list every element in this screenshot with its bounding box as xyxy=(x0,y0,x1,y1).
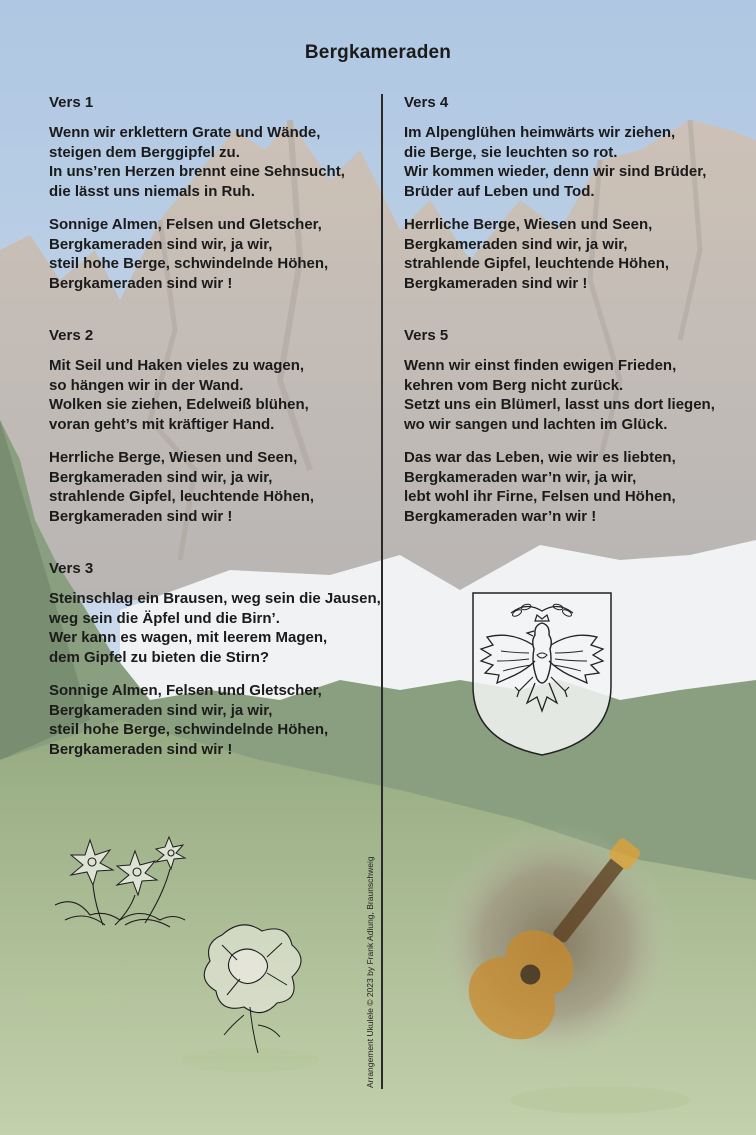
verse-1 xyxy=(49,94,379,293)
lyric-line: weg sein die Äpfel und die Birn’. xyxy=(49,609,280,627)
lyric-line: Wenn wir einst finden ewigen Frieden, xyxy=(404,357,677,374)
lyric-line: steil hohe Berge, schwindelnde Höhen, xyxy=(49,255,329,272)
copyright-credit: Arrangement Ukulele © 2023 by Frank Adlung, Braunschweig xyxy=(365,856,375,1088)
lyric-line: In uns’ren Herzen brennt eine Sehnsucht, xyxy=(49,163,345,180)
lyric-line: Sonnige Almen, Felsen und Gletscher, xyxy=(49,216,322,233)
lyric-line: Wir kommen wieder, denn wir sind Brüder, xyxy=(404,163,707,180)
lyric-line: Bergkameraden sind wir, ja wir, xyxy=(404,235,628,253)
lyric-line: Bergkameraden sind wir, ja wir, xyxy=(49,468,273,486)
lyric-line: Das war das Leben, wie wir es liebten, xyxy=(404,449,676,466)
verse-stanza xyxy=(404,356,744,434)
left-column xyxy=(49,94,379,793)
verse-heading: Vers 1 xyxy=(49,94,94,111)
lyric-line: Wolken sie ziehen, Edelweiß blühen, xyxy=(49,396,309,413)
alpine-flower-icon xyxy=(192,915,312,1055)
lyric-line: Brüder auf Leben und Tod. xyxy=(404,182,595,200)
lyric-line: Bergkameraden war’n wir ! xyxy=(404,507,597,525)
column-divider xyxy=(381,94,383,1089)
refrain-stanza xyxy=(49,215,379,293)
lyric-line: Bergkameraden sind wir ! xyxy=(404,274,588,292)
lyric-line: kehren vom Berg nicht zurück. xyxy=(404,376,624,394)
verse-heading: Vers 2 xyxy=(49,327,94,344)
verse-stanza xyxy=(404,123,744,201)
verse-heading: Vers 5 xyxy=(404,327,449,344)
lyric-line: strahlende Gipfel, leuchtende Höhen, xyxy=(404,255,670,272)
verse-stanza xyxy=(49,356,379,434)
lyric-line: Sonnige Almen, Felsen und Gletscher, xyxy=(49,682,322,699)
lyric-line: strahlende Gipfel, leuchtende Höhen, xyxy=(49,488,315,505)
lyric-line: Im Alpenglühen heimwärts wir ziehen, xyxy=(404,124,676,141)
eagle-crest-icon xyxy=(471,591,613,757)
lyric-line: steil hohe Berge, schwindelnde Höhen, xyxy=(49,721,329,738)
lyric-line: dem Gipfel zu bieten die Stirn? xyxy=(49,648,270,666)
refrain-stanza xyxy=(404,215,744,293)
lyric-line: Bergkameraden sind wir, ja wir, xyxy=(49,235,273,253)
verse-heading: Vers 4 xyxy=(404,94,449,111)
refrain-stanza xyxy=(49,448,379,526)
verse-4 xyxy=(404,94,744,293)
right-column xyxy=(404,94,744,560)
lyric-line: Bergkameraden sind wir ! xyxy=(49,507,233,525)
verse-5 xyxy=(404,327,744,526)
lyric-line: Mit Seil und Haken vieles zu wagen, xyxy=(49,357,305,374)
lyric-line: Bergkameraden sind wir, ja wir, xyxy=(49,701,273,719)
lyric-line: Bergkameraden sind wir ! xyxy=(49,274,233,292)
verse-stanza xyxy=(49,123,379,201)
verse-stanza xyxy=(49,589,379,667)
verse-3 xyxy=(49,560,379,759)
lyric-line: die Berge, sie leuchten so rot. xyxy=(404,143,618,161)
verse-heading: Vers 3 xyxy=(49,560,94,577)
lyric-line: Steinschlag ein Brausen, weg sein die Jausen, xyxy=(49,590,381,607)
lyric-line: steigen dem Berggipfel zu. xyxy=(49,143,240,161)
song-title: Bergkameraden xyxy=(304,42,452,63)
lyric-line: Herrliche Berge, Wiesen und Seen, xyxy=(49,449,298,466)
lyric-line: die lässt uns niemals in Ruh. xyxy=(49,182,255,200)
lyric-line: voran geht’s mit kräftiger Hand. xyxy=(49,415,275,433)
verse-2 xyxy=(49,327,379,526)
refrain-stanza xyxy=(49,681,379,759)
lyric-line: so hängen wir in der Wand. xyxy=(49,376,244,394)
lyric-line: Bergkameraden war’n wir, ja wir, xyxy=(404,468,637,486)
lyric-line: Setzt uns ein Blümerl, lasst uns dort liegen, xyxy=(404,396,715,413)
lyric-line: wo wir sangen und lachten im Glück. xyxy=(404,415,668,433)
edelweiss-icon xyxy=(45,825,190,930)
lyric-line: Wenn wir erklettern Grate und Wände, xyxy=(49,124,321,141)
lyric-line: lebt wohl ihr Firne, Felsen und Höhen, xyxy=(404,488,676,505)
refrain-stanza xyxy=(404,448,744,526)
lyric-line: Bergkameraden sind wir ! xyxy=(49,740,233,758)
lyric-line: Herrliche Berge, Wiesen und Seen, xyxy=(404,216,653,233)
lyric-line: Wer kann es wagen, mit leerem Magen, xyxy=(49,629,328,646)
ukulele-image xyxy=(430,818,680,1068)
